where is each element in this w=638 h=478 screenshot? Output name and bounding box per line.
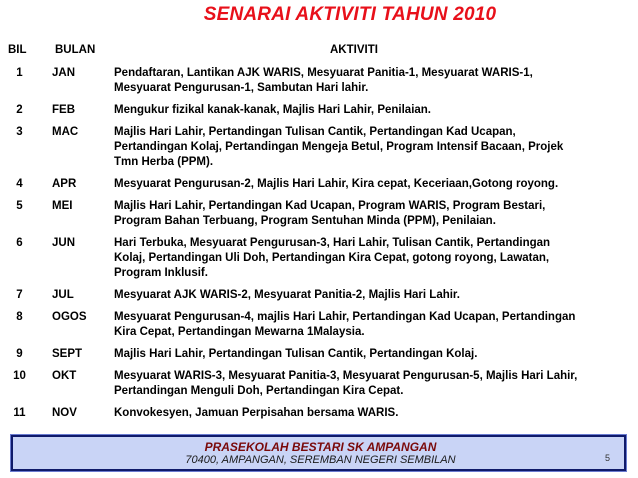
row-number: 4: [16, 178, 23, 190]
row-month: APR: [52, 178, 77, 190]
row-activities: [114, 236, 624, 281]
activity-line: Program Bahan Terbuang, Program Sentuhan Minda (PPM), Penilaian.: [114, 215, 496, 227]
row-activities: [114, 347, 624, 362]
row-number: 2: [16, 104, 23, 116]
activity-line: Konvokesyen, Jamuan Perpisahan bersama WARIS.: [114, 407, 399, 419]
row-activities: [114, 177, 624, 192]
activity-line: Mesyuarat Pengurusan-4, majlis Hari Lahir, Pertandingan Kad Ucapan, Pertandingan: [114, 311, 576, 323]
activity-row: [0, 125, 638, 170]
row-month: FEB: [52, 104, 75, 116]
row-number: 3: [16, 126, 23, 138]
row-number: 6: [16, 237, 23, 249]
activity-line: Kira Cepat, Pertandingan Mewarna 1Malaysia.: [114, 326, 365, 338]
footer-address: 70400, AMPANGAN, SEREMBAN NEGERI SEMBILAN: [185, 454, 456, 466]
activity-line: Pertandingan Menguli Doh, Pertandingan Kira Cepat.: [114, 385, 404, 397]
row-number: 1: [16, 67, 23, 79]
row-month: JUN: [52, 237, 76, 249]
activity-row: [0, 199, 638, 229]
header-bulan: BULAN: [55, 44, 96, 56]
activity-line: Majlis Hari Lahir, Pertandingan Tulisan Cantik, Pertandingan Kolaj.: [114, 348, 478, 360]
activity-row: [0, 288, 638, 303]
activity-line: Mesyuarat Pengurusan-2, Majlis Hari Lahir, Kira cepat, Keceriaan,Gotong royong.: [114, 178, 559, 190]
activity-row: [0, 66, 638, 96]
activity-line: Majlis Hari Lahir, Pertandingan Tulisan Cantik, Pertandingan Kad Ucapan,: [114, 126, 516, 138]
activity-line: Tmn Herba (PPM).: [114, 156, 214, 168]
row-number: 5: [16, 200, 23, 212]
activity-line: Kolaj, Pertandingan Uli Doh, Pertandingan Kira Cepat, gotong royong, Lawatan,: [114, 252, 550, 264]
activity-list: [0, 66, 638, 428]
row-number: 9: [16, 348, 23, 360]
row-month: NOV: [52, 407, 77, 419]
row-activities: [114, 125, 624, 170]
footer-school: PRASEKOLAH BESTARI SK AMPANGAN: [204, 440, 437, 454]
activity-line: Mengukur fizikal kanak-kanak, Majlis Hari Lahir, Penilaian.: [114, 104, 432, 116]
row-month: OKT: [52, 370, 77, 382]
row-number: 10: [13, 370, 26, 382]
row-activities: [114, 199, 624, 229]
activity-line: Majlis Hari Lahir, Pertandingan Kad Ucapan, Program WARIS, Program Bestari,: [114, 200, 546, 212]
row-number: 8: [16, 311, 23, 323]
activity-line: Mesyuarat AJK WARIS-2, Mesyuarat Panitia-2, Majlis Hari Lahir.: [114, 289, 460, 301]
activity-row: [0, 406, 638, 421]
row-activities: [114, 288, 624, 303]
activity-line: Pertandingan Kolaj, Pertandingan Mengeja Betul, Program Intensif Bacaan, Projek: [114, 141, 564, 153]
row-month: JAN: [52, 67, 76, 79]
row-month: MAC: [52, 126, 79, 138]
activity-row: [0, 310, 638, 340]
footer-banner: [10, 434, 627, 472]
page-title: SENARAI AKTIVITI TAHUN 2010: [203, 4, 497, 25]
footer-inner: [13, 437, 624, 469]
activity-line: Program Inklusif.: [114, 267, 208, 279]
row-month: SEPT: [52, 348, 83, 360]
activity-row: [0, 347, 638, 362]
activity-line: Pendaftaran, Lantikan AJK WARIS, Mesyuarat Panitia-1, Mesyuarat WARIS-1,: [114, 67, 533, 79]
row-month: OGOS: [52, 311, 87, 323]
row-activities: [114, 406, 624, 421]
activity-row: [0, 236, 638, 281]
activity-row: [0, 369, 638, 399]
row-number: 7: [16, 289, 23, 301]
row-activities: [114, 103, 624, 118]
header-aktiviti: AKTIVITI: [330, 44, 378, 56]
row-number: 11: [13, 407, 26, 419]
activity-row: [0, 103, 638, 118]
row-month: JUL: [52, 289, 74, 301]
row-activities: [114, 66, 624, 96]
activity-line: Mesyuarat WARIS-3, Mesyuarat Panitia-3, Mesyuarat Pengurusan-5, Majlis Hari Lahir,: [114, 370, 578, 382]
row-activities: [114, 310, 624, 340]
activity-line: Mesyuarat Pengurusan-1, Sambutan Hari lahir.: [114, 82, 369, 94]
page-number: 5: [604, 453, 610, 463]
row-activities: [114, 369, 624, 399]
activity-line: Hari Terbuka, Mesyuarat Pengurusan-3, Hari Lahir, Tulisan Cantik, Pertandingan: [114, 237, 551, 249]
row-month: MEI: [52, 200, 73, 212]
header-bil: BIL: [8, 44, 27, 56]
activity-row: [0, 177, 638, 192]
